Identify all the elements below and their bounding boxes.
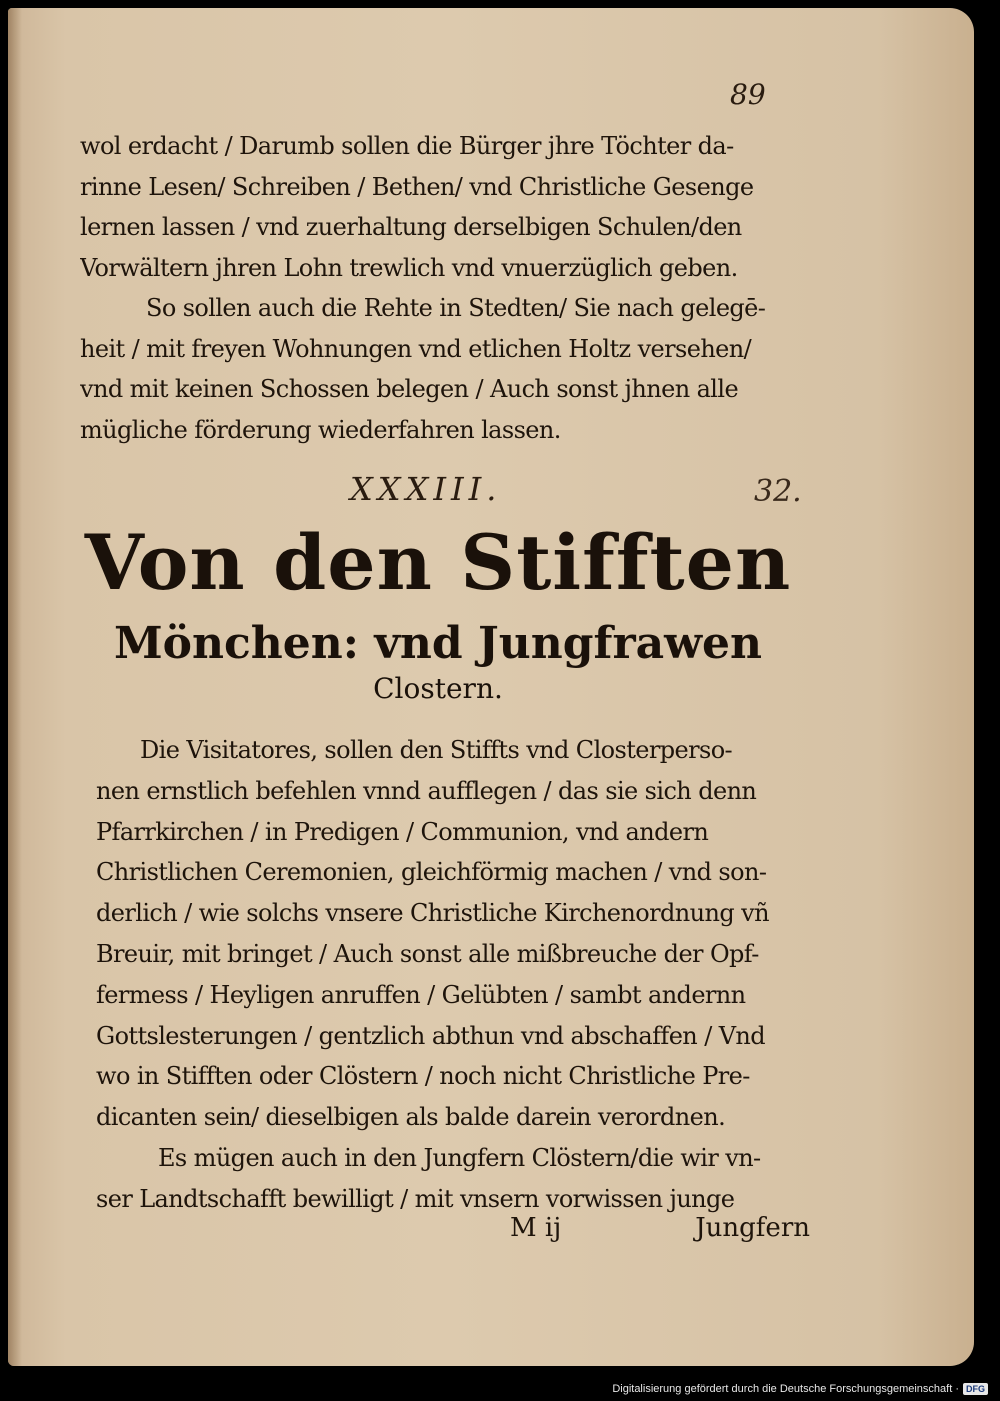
text-line: ser Landtschafft bewilligt / mit vnsern vorwissen junge bbox=[96, 1184, 735, 1213]
text-line: Breuir, mit bringet / Auch sonst alle mißbreuche der Opf- bbox=[96, 939, 759, 968]
paragraph-top bbox=[80, 126, 800, 450]
text-line: Es mügen auch in den Jungfern Clöstern/die wir vn- bbox=[158, 1143, 761, 1172]
text-line: vnd mit keinen Schossen belegen / Auch sonst jhnen alle bbox=[80, 375, 739, 403]
text-line: Gottslesterungen / gentzlich abthun vnd abschaffen / Vnd bbox=[96, 1021, 766, 1050]
page-footer-marks bbox=[510, 1213, 810, 1243]
dfg-logo: DFG bbox=[963, 1383, 988, 1395]
text-line: heit / mit freyen Wohnungen vnd etlichen Holtz versehen/ bbox=[80, 334, 752, 363]
catchword: Jungfern bbox=[695, 1213, 810, 1243]
book-page bbox=[8, 8, 974, 1366]
chapter-subheading-tail: Clostern. bbox=[373, 672, 503, 705]
handwritten-margin-note: 32. bbox=[754, 474, 802, 509]
chapter-number: XXXIII. bbox=[350, 470, 502, 508]
text-line: dicanten sein/ dieselbigen als balde darein verordnen. bbox=[96, 1103, 726, 1132]
text-line: Die Visitatores, sollen den Stiffts vnd Closterperso- bbox=[140, 736, 733, 764]
digitization-credit bbox=[612, 1383, 988, 1395]
signature-mark: M ij bbox=[510, 1213, 562, 1243]
text-line: lernen lassen / vnd zuerhaltung derselbigen Schulen/den bbox=[80, 213, 742, 241]
text-line: mügliche förderung wiederfahren lassen. bbox=[80, 415, 561, 444]
text-line: Christlichen Ceremonien, gleichförmig machen / vnd son- bbox=[96, 858, 767, 887]
text-line: Pfarrkirchen / in Predigen / Communion, vnd andern bbox=[96, 817, 709, 846]
credit-text: Digitalisierung gefördert durch die Deutsche Forschungsgemeinschaft · bbox=[612, 1383, 959, 1395]
text-line: derlich / wie solchs vnsere Christliche Kirchenordnung vñ bbox=[96, 899, 769, 928]
text-line: rinne Lesen/ Schreiben / Bethen/ vnd Christliche Gesenge bbox=[80, 172, 754, 201]
text-line: wo in Stifften oder Clöstern / noch nicht Christliche Pre- bbox=[96, 1062, 750, 1091]
text-line: So sollen auch die Rehte in Stedten/ Sie nach gelegē- bbox=[146, 294, 766, 322]
paragraph-body bbox=[96, 730, 806, 1220]
page-number: 89 bbox=[730, 78, 766, 111]
text-line: Vorwältern jhren Lohn trewlich vnd vnuerzüglich geben. bbox=[80, 253, 738, 282]
text-line: nen ernstlich befehlen vnnd aufflegen / das sie sich denn bbox=[96, 776, 757, 805]
text-line: fermess / Heyligen anruffen / Gelübten / sambt andernn bbox=[96, 980, 746, 1009]
chapter-heading: Von den Stifften bbox=[84, 518, 792, 607]
chapter-subheading: Mönchen: vnd Jungfrawen bbox=[113, 618, 763, 669]
text-line: wol erdacht / Darumb sollen die Bürger jhre Töchter da- bbox=[80, 132, 734, 160]
